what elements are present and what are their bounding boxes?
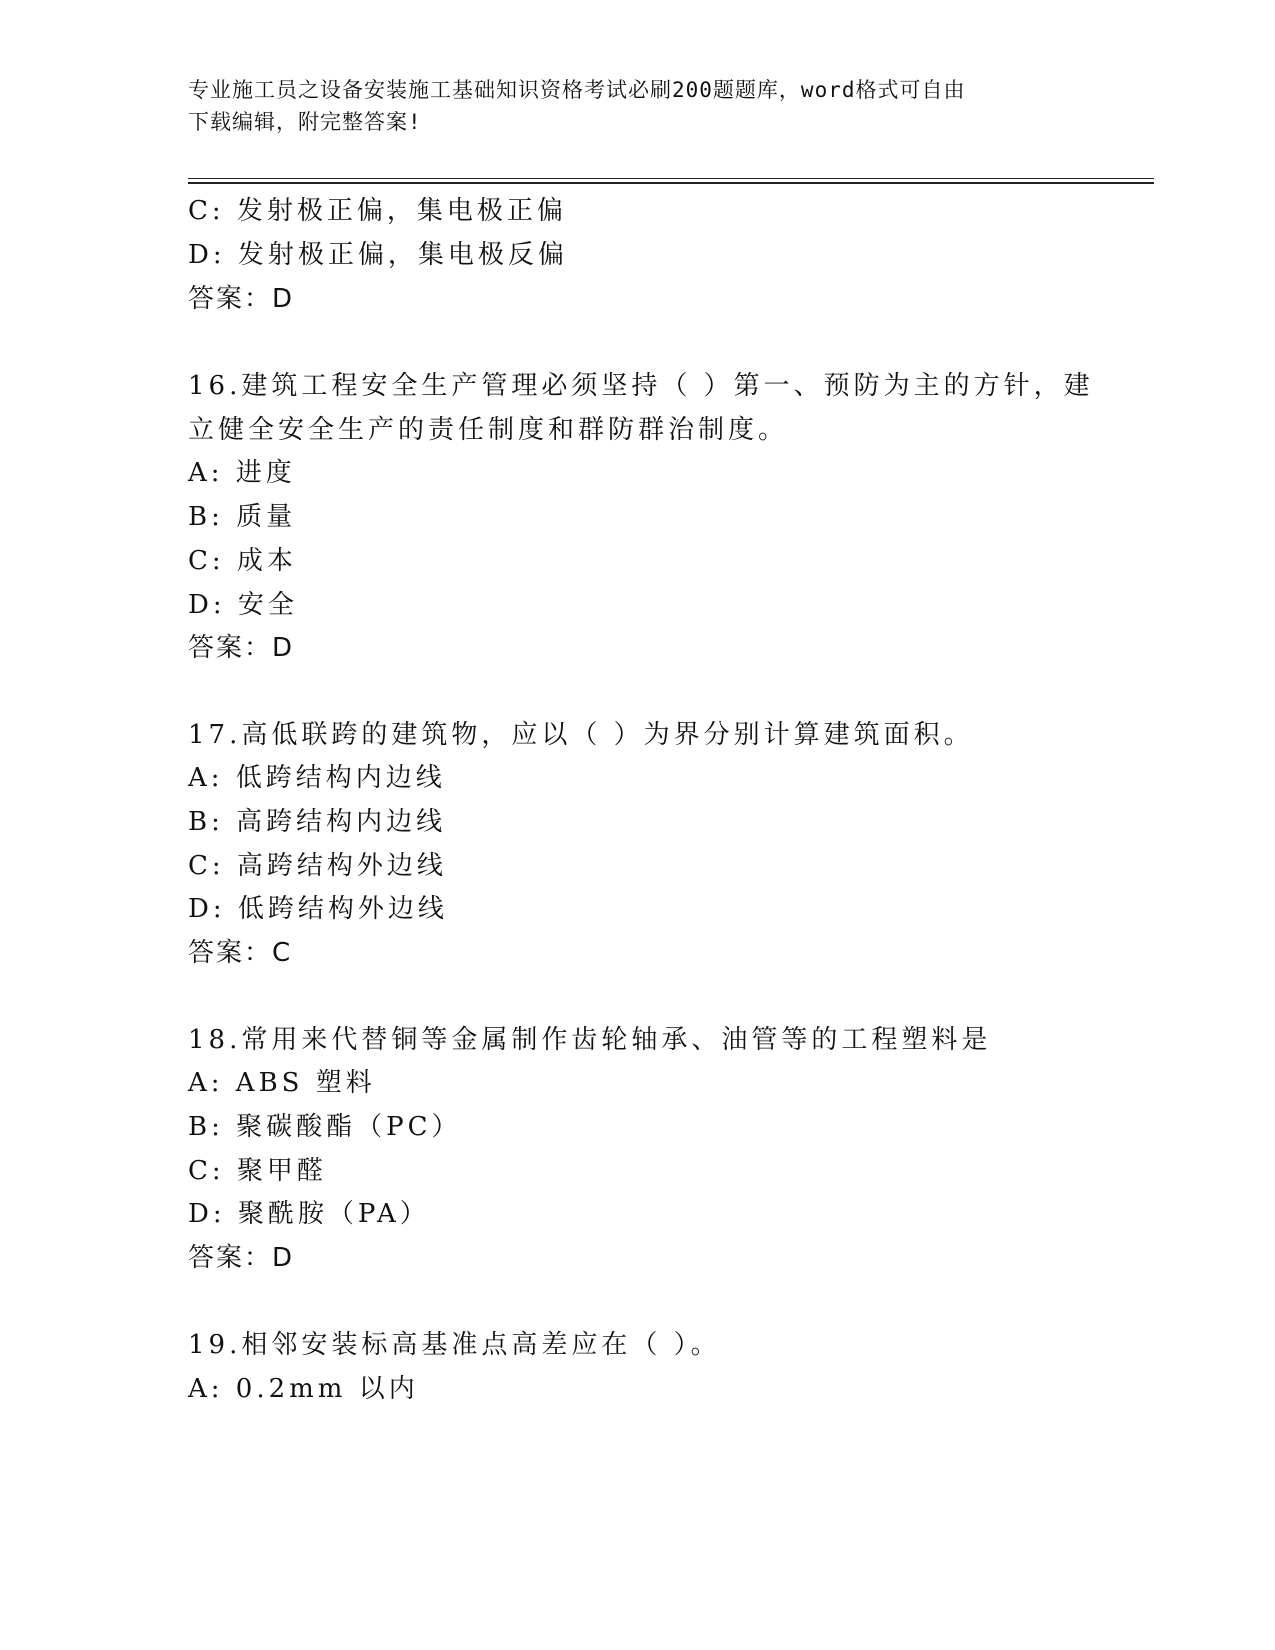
question-16-option-a: A: 进度: [188, 458, 296, 488]
question-16-stem-line-2: 立健全安全生产的责任制度和群防群治制度。: [188, 415, 789, 445]
question-19-option-a: A: 0.2mm 以内: [188, 1374, 419, 1404]
question-17-answer: 答案：C: [188, 938, 293, 968]
question-16-option-b: B: 质量: [188, 502, 297, 532]
header-title-line-2: 下载编辑，附完整答案!: [188, 110, 422, 134]
answer: 答案：D: [188, 284, 295, 314]
question-17-stem: 17.高低联跨的建筑物，应以（ ）为界分别计算建筑面积。: [188, 720, 974, 750]
header-divider-thick: [188, 182, 1154, 184]
question-16-answer: 答案：D: [188, 633, 295, 663]
question-16-option-d: D: 安全: [188, 590, 298, 620]
question-18-option-d: D: 聚酰胺（PA）: [188, 1199, 430, 1229]
question-17-option-b: B: 高跨结构内边线: [188, 807, 447, 837]
question-18-stem: 18.常用来代替铜等金属制作齿轮轴承、油管等的工程塑料是: [188, 1025, 992, 1055]
option-c: C: 发射极正偏，集电极正偏: [188, 196, 567, 226]
question-19-stem: 19.相邻安装标高基准点高差应在（ ）。: [188, 1330, 721, 1360]
document-header: [188, 74, 1068, 138]
question-18-option-a: A: ABS 塑料: [188, 1068, 376, 1098]
question-16-stem-line-1: 16.建筑工程安全生产管理必须坚持（ ）第一、预防为主的方针，建: [188, 371, 1094, 401]
question-16-option-c: C: 成本: [188, 546, 297, 576]
question-17-option-a: A: 低跨结构内边线: [188, 763, 446, 793]
question-18-option-b: B: 聚碳酸酯（PC）: [188, 1112, 462, 1142]
question-18-option-c: C: 聚甲醛: [188, 1156, 327, 1186]
question-18-answer: 答案：D: [188, 1243, 295, 1273]
header-title-line-1: 专业施工员之设备安装施工基础知识资格考试必刷200题题库，word格式可自由: [188, 78, 966, 102]
option-d: D: 发射极正偏，集电极反偏: [188, 240, 568, 270]
header-divider-thin: [188, 178, 1154, 179]
question-17-option-d: D: 低跨结构外边线: [188, 894, 448, 924]
question-17-option-c: C: 高跨结构外边线: [188, 851, 447, 881]
